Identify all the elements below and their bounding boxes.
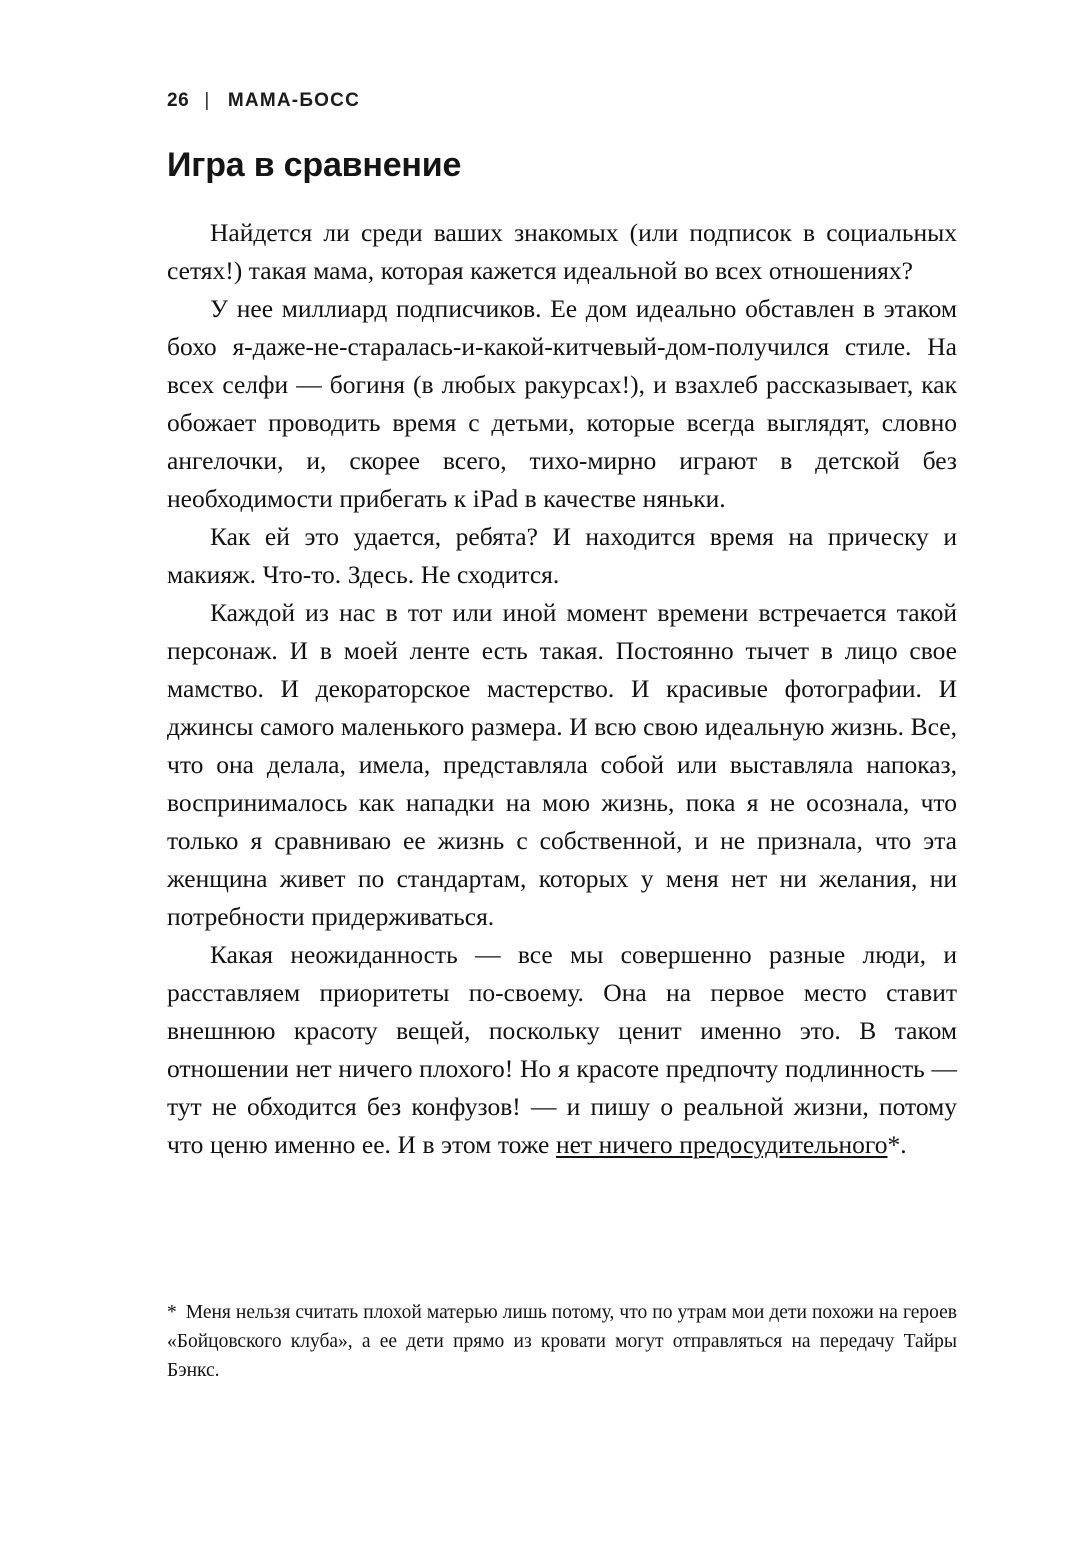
paragraph-5-lead: Какая неожиданность — все мы совершенно разные люди, и расставляем приоритеты по-своему. Она на первое место ставит внешнюю красоту вещей, поскольку ценит именно это. В таком отношении нет ничего плохого! Но я красоте предпочту подлинность — тут не обходится без конфузов! — и пишу о реальной жизни, потому что ценю именно ее. И в этом тоже xyxy=(167,940,957,1159)
paragraph-4: Каждой из нас в тот или иной момент времени встречается такой персонаж. И в моей ленте есть такая. Постоянно тычет в лицо свое мамство. И декораторское мастерство. И красивые фотографии. И джинсы самого маленького размера. И всю свою идеальную жизнь. Все, что она делала, имела, представляла собой или выставляла напоказ, воспринималось как нападки на мою жизнь, пока я не осознала, что только я сравниваю ее жизнь с собственной, и не признала, что эта женщина живет по стандартам, которых у меня нет ни желания, ни потребности придерживаться. xyxy=(167,598,957,931)
emphasized-phrase: нет ничего предосудительного xyxy=(555,1130,888,1159)
footnote-line xyxy=(167,1298,957,1385)
running-head xyxy=(167,90,360,112)
paragraph-1: Найдется ли среди ваших знакомых (или подписок в социальных сетях!) такая мама, которая кажется идеальной во всех отношениях? xyxy=(167,218,957,285)
paragraph-2: У нее миллиард подписчиков. Ее дом идеально обставлен в этаком бохо я-даже-не-старалась-и-какой-китчевый-дом-получился стиле. На всех селфи — богиня (в любых ракурсах!), и взахлеб рассказывает, как обожает проводить время с детьми, которые всегда выглядят, словно ангелочки, и, скорее всего, тихо-мирно играют в детской без необходимости прибегать к iPad в качестве няньки. xyxy=(167,294,957,513)
footnote-text: Меня нельзя считать плохой матерью лишь потому, что по утрам мои дети похожи на героев «Бойцовского клуба», а ее дети прямо из кровати могут отправляться на передачу Тайры Бэнкс. xyxy=(167,1302,957,1381)
page-number: 26 xyxy=(167,90,190,111)
page-title: Игра в сравнение xyxy=(167,146,462,184)
footnote xyxy=(167,1298,957,1385)
footnote-reference-marker: * xyxy=(887,1130,901,1159)
paragraph-5 xyxy=(167,936,957,1164)
paragraph-3: Как ей это удается, ребята? И находится время на прическу и макияж. Что-то. Здесь. Не сходится. xyxy=(167,522,957,589)
running-head-separator: | xyxy=(204,90,210,111)
footnote-marker: * xyxy=(167,1302,177,1323)
body-text xyxy=(167,214,957,1164)
book-title: МАМА-БОСС xyxy=(227,90,360,111)
paragraph-5-trailing: . xyxy=(900,1130,907,1159)
